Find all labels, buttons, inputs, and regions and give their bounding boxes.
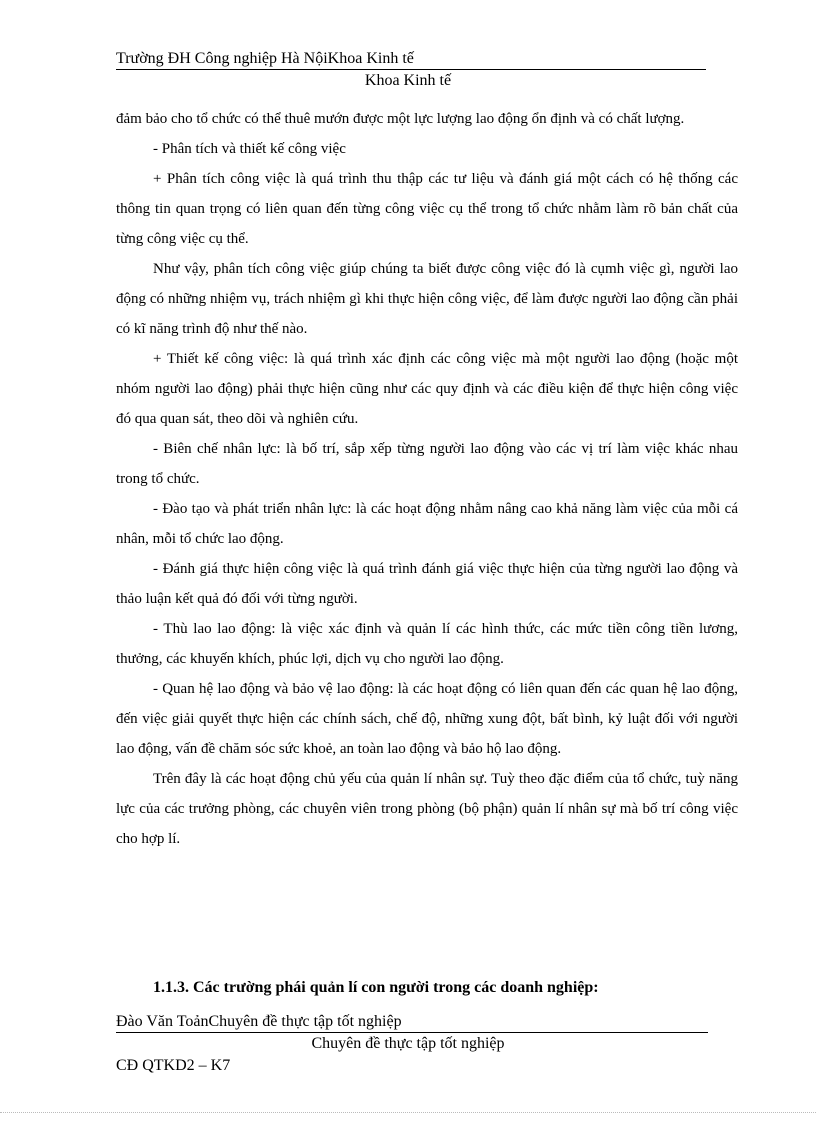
paragraph: Trên đây là các hoạt động chủ yếu của quản lí nhân sự. Tuỳ theo đặc điểm của tổ chức, tuỳ năng lực của các trưởng phòng, các chuyên viên trong phòng (bộ phận) quản lí nhân sự mà bố trí công việc cho hợp lí.	[116, 771, 738, 847]
paragraph: - Phân tích và thiết kế công việc	[153, 141, 346, 157]
paragraph: đảm bảo cho tổ chức có thể thuê mướn được một lực lượng lao động ổn định và có chất lượng.	[116, 111, 685, 127]
paragraph: Như vậy, phân tích công việc giúp chúng ta biết được công việc đó là cụmh việc gì, người lao động có những nhiệm vụ, trách nhiệm gì khi thực hiện công việc, để làm được người lao động cần phải có kĩ năng trình độ như thế nào.	[116, 261, 738, 337]
document-body	[116, 104, 738, 854]
paragraph: + Thiết kế công việc: là quá trình xác định các công việc mà một người lao động (hoặc một nhóm người lao động) phải thực hiện cũng như các quy định và các điều kiện để thực hiện công việc đó qua quan sát, theo dõi và nghiên cứu.	[116, 351, 738, 427]
paragraph: - Đào tạo và phát triển nhân lực: là các hoạt động nhằm nâng cao khả năng làm việc của mỗi cá nhân, mỗi tổ chức lao động.	[116, 501, 738, 547]
page-edge-divider	[0, 1112, 816, 1113]
header-center-title: Khoa Kinh tế	[364, 72, 452, 89]
footer-class-code: CĐ QTKD2 – K7	[116, 1057, 231, 1074]
footer-line: Đào Văn ToảnChuyên đề thực tập tốt nghiệp	[116, 1013, 708, 1033]
paragraph: + Phân tích công việc là quá trình thu thập các tư liệu và đánh giá một cách có hệ thống các thông tin quan trọng có liên quan đến từng công việc cụ thể trong tổ chức nhằm làm rõ bản chất của từng công việc cụ thể.	[116, 171, 738, 247]
paragraph: - Quan hệ lao động và bảo vệ lao động: là các hoạt động có liên quan đến các quan hệ lao động, đến việc giải quyết thực hiện các chính sách, chế độ, những xung đột, bất bình, kỷ luật đối với người lao động, vấn đề chăm sóc sức khoẻ, an toàn lao động và bảo hộ lao động.	[116, 681, 738, 757]
footer-center-title: Chuyên đề thực tập tốt nghiệp	[311, 1035, 505, 1052]
paragraph: - Đánh giá thực hiện công việc là quá trình đánh giá việc thực hiện của từng người lao động và thảo luận kết quả đó đối với từng người.	[116, 561, 738, 607]
paragraph: - Thù lao lao động: là việc xác định và quản lí các hình thức, các mức tiền công tiền lương, thưởng, các khuyến khích, phúc lợi, dịch vụ cho người lao động.	[116, 621, 738, 667]
paragraph: - Biên chế nhân lực: là bố trí, sắp xếp từng người lao động vào các vị trí làm việc khác nhau trong tổ chức.	[116, 441, 738, 487]
section-heading: 1.1.3. Các trường phái quản lí con người trong các doanh nghiệp:	[153, 979, 599, 996]
header-line: Trường ĐH Công nghiệp Hà NộiKhoa Kinh tế	[116, 50, 706, 70]
